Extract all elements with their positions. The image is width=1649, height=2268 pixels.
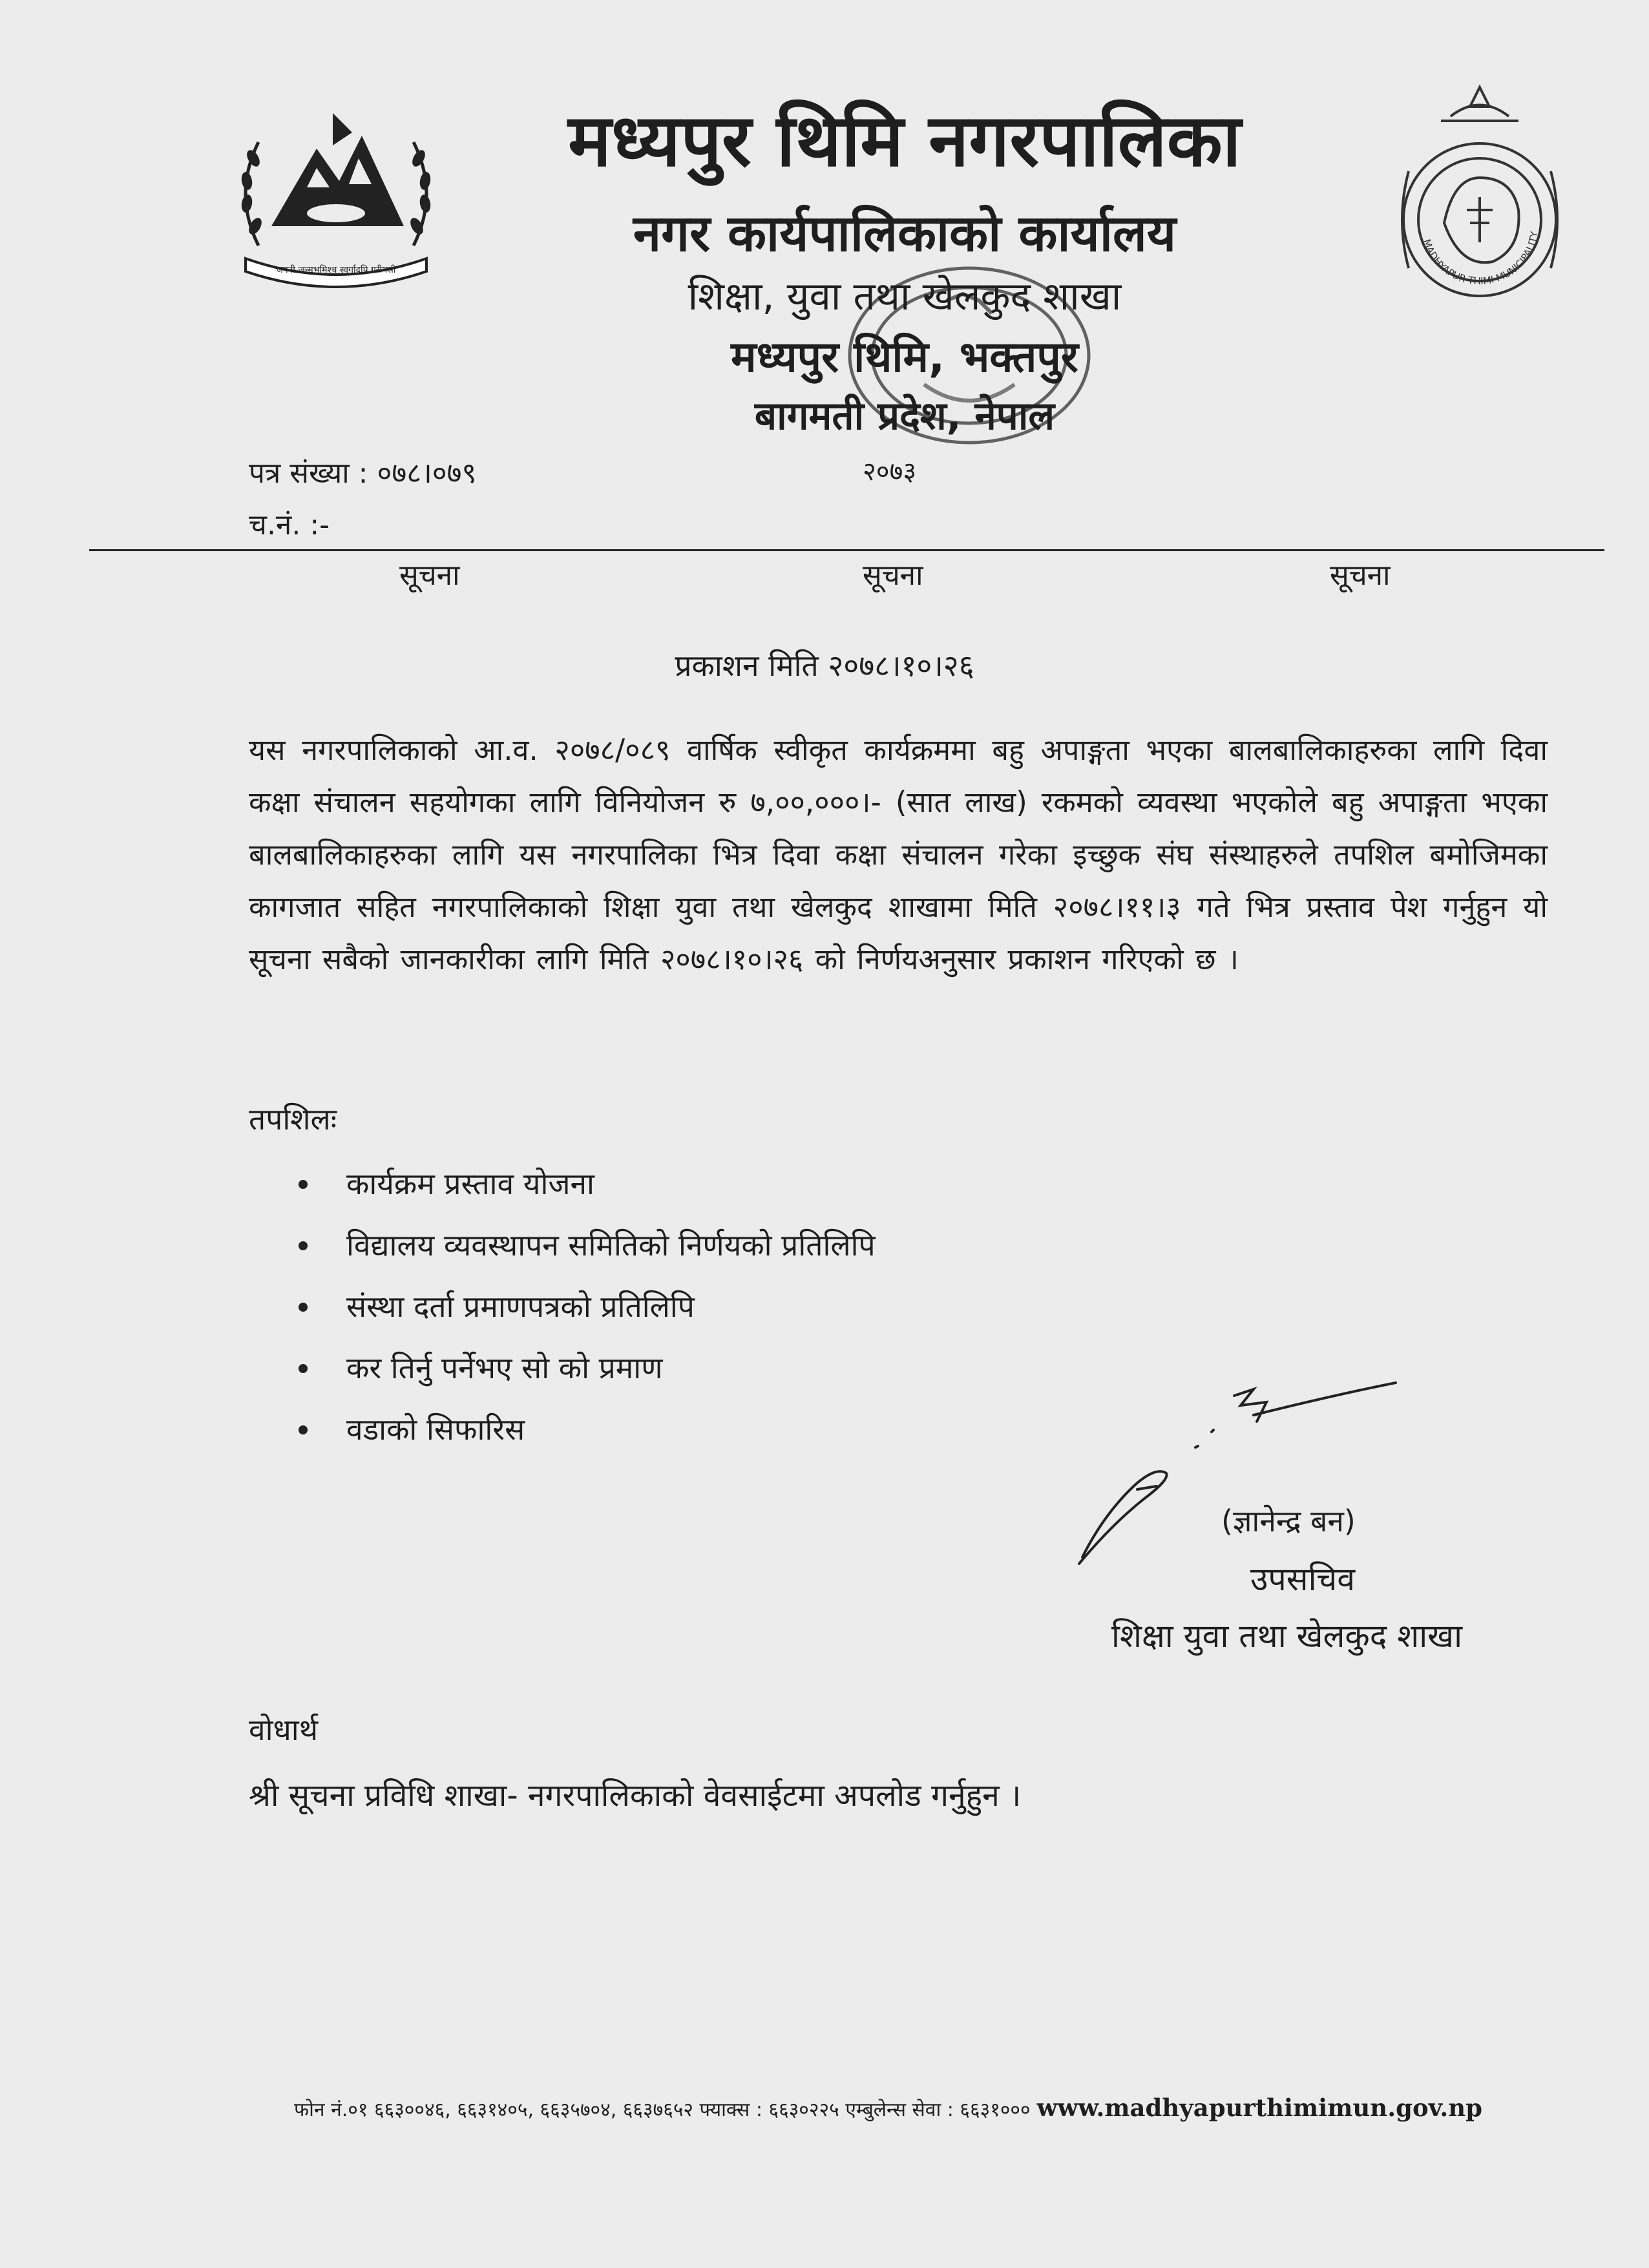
footer-website-link[interactable]: www.madhyapurthimimun.gov.np <box>1036 2094 1483 2122</box>
municipality-title: मध्यपुर थिमि नगरपालिका <box>568 99 1241 183</box>
publication-date: प्रकाशन मिति २०७८।१०।२६ <box>675 648 974 683</box>
branch-name: शिक्षा, युवा तथा खेलकुद शाखा <box>688 274 1122 319</box>
notice-label: सूचना <box>1330 559 1391 592</box>
dispatch-number: च.नं. :- <box>249 509 330 541</box>
header-divider <box>89 549 1604 551</box>
footer-contact <box>294 2094 1482 2122</box>
notice-label: सूचना <box>863 559 923 592</box>
attachments-label: तपशिलः <box>249 1102 337 1137</box>
attachments-list <box>297 1163 876 1470</box>
list-item: वडाको सिफारिस <box>297 1409 876 1470</box>
svg-text:जननी जन्मभूमिश्च स्वर्गादपि गर: जननी जन्मभूमिश्च स्वर्गादपि गरीयसी <box>276 265 396 275</box>
stamp-year: २०७३ <box>863 457 917 487</box>
notice-body: यस नगरपालिकाको आ.व. २०७८/०८९ वार्षिक स्वीकृत कार्यक्रममा बहु अपाङ्गता भएका बालबालिकाहरुका लागि दिवा कक्षा संचालन सहयोगका लागि विनियोजन रु ७,००,०००।- (सात लाख) रकमको व्यवस्था भएकोले बहु अपाङ्गता भएका बालबालिकाहरुका लागि यस नगरपालिका भित्र दिवा कक्षा संचालन गरेका इच्छुक संघ संस्थाहरुले तपशिल बमोजिमका कागजात सहित नगरपालिकाको शिक्षा युवा तथा खेलकुद शाखामा मिति २०७८।११।३ गते भित्र प्रस्ताव पेश गर्नुहुन यो सूचना सबैको जानकारीका लागि मिति २०७८।१०।२६ को निर्णयअनुसार प्रकाशन गरिएको छ । <box>249 733 1548 976</box>
province-address: बागमती प्रदेश, नेपाल <box>754 394 1055 439</box>
signatory-name: (ज्ञानेन्द्र बन) <box>1221 1504 1356 1538</box>
svg-text:MADHYAPUR THIMI MUNICIPALITY: MADHYAPUR THIMI MUNICIPALITY <box>1420 230 1540 288</box>
nepal-emblem-logo <box>220 97 452 291</box>
city-address: मध्यपुर थिमि, भक्तपुर <box>731 332 1078 382</box>
handwritten-signature <box>1060 1370 1422 1590</box>
municipality-seal-logo <box>1383 81 1577 304</box>
notice-label: सूचना <box>399 559 460 592</box>
office-subtitle: नगर कार्यपालिकाको कार्यालय <box>633 205 1177 263</box>
list-item: कार्यक्रम प्रस्ताव योजना <box>297 1163 876 1224</box>
letter-number: पत्र संख्या : ०७८।०७९ <box>249 457 477 490</box>
footer-phone-text: फोन नं.०१ ६६३००४६, ६६३१४०५, ६६३५७०४, ६६३७६५२ फ्याक्स : ६६३०२२५ एम्बुलेन्स सेवा : ६६३१००० <box>294 2099 1031 2121</box>
cc-text: श्री सूचना प्रविधि शाखा- नगरपालिकाको वेवसाईटमा अपलोड गर्नुहुन । <box>249 1778 1022 1814</box>
list-item: विद्यालय व्यवस्थापन समितिको निर्णयको प्रतिलिपि <box>297 1224 876 1286</box>
signatory-designation: उपसचिव <box>1250 1560 1356 1598</box>
list-item: कर तिर्नु पर्नेभए सो को प्रमाण <box>297 1347 876 1409</box>
signatory-branch: शिक्षा युवा तथा खेलकुद शाखा <box>1111 1617 1463 1655</box>
cc-label: वोधार्थ <box>249 1712 319 1747</box>
list-item: संस्था दर्ता प्रमाणपत्रको प्रतिलिपि <box>297 1286 876 1347</box>
